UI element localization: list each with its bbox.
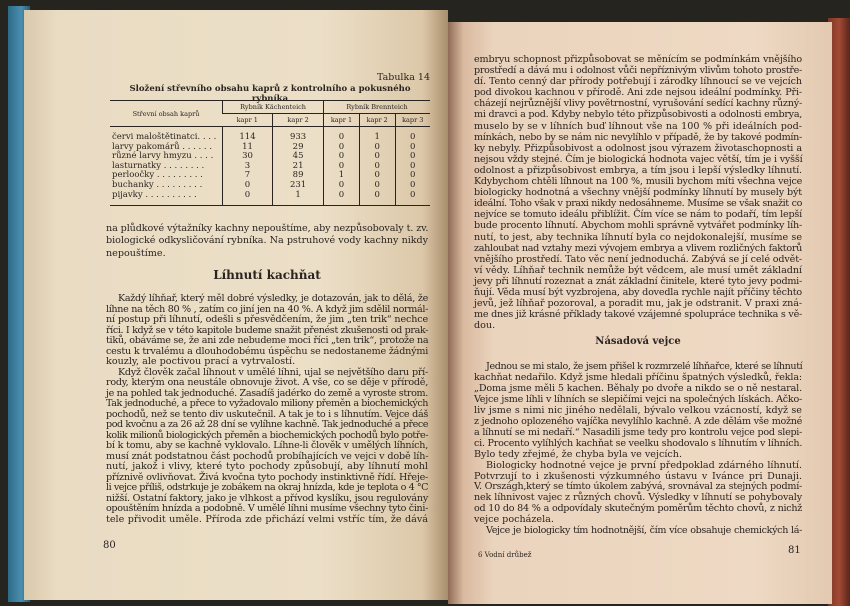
text-line: je na pohled tak jednoduché. Zasadíš jadérko do země a vyroste strom. — [106, 387, 428, 399]
text-line: od 10 do 84 % a odpovídaly skutečným poměrům těchto chovů, z nichž — [474, 503, 802, 515]
group-header: Rybník Brenntеich — [324, 101, 430, 114]
text-line: liv jsme s nimi nic jiného nedělali, bývalo velkou vzácností, když se — [474, 404, 802, 416]
text-line: dou. — [474, 320, 496, 332]
table-number: Tabulka 14 — [376, 72, 430, 83]
text-line: ideální. Toho však v praxi nikdy nedosáhneme. Musíme se však snažit co — [474, 198, 802, 210]
footer-signature: 6 Vodní drůbež — [478, 551, 532, 559]
table-cell: 0 — [395, 191, 430, 206]
text-block-intro — [106, 223, 428, 260]
text-line: tele přivodit uměle. Příroda zde přichází velmi vstříc tím, že dává — [106, 513, 428, 525]
text-line: líhne na těch 80 % , zatím co jiní jen na 40 %. A když jim sdělil normál- — [106, 303, 428, 315]
row-label: červi maloštětinatci. . . . — [112, 132, 217, 142]
table-cell: 0 — [223, 191, 273, 206]
table-cell: 29 — [273, 143, 324, 153]
text-line: musí znát podstatnou část pochodů probíhajících ve vejci v době líh- — [106, 450, 429, 462]
table-cell: 0 — [324, 152, 360, 162]
paragraph — [474, 54, 802, 331]
text-line: říci. I když se v této kapitole budeme snažit přenést zkušenosti od prak- — [106, 324, 428, 336]
table-cell: 0 — [324, 191, 360, 206]
text-line: me dnes již krásné příklady takové vzájemné spolupráce technika s vě- — [474, 309, 802, 321]
text-line: tiků, obáváme se, že ani zde nebudeme moci říci „ten trik“, protože na — [106, 335, 429, 346]
text-line: a líhnutí se mi nedaří.“ Nasadili jsme tedy pro kontrolu vejce pod slepi- — [474, 426, 802, 438]
section-heading: Násadová vejce — [595, 336, 681, 347]
table-cell: 0 — [359, 171, 395, 181]
table-cell: 0 — [395, 162, 430, 172]
table-cell: 0 — [359, 191, 395, 206]
table-cell: 0 — [324, 181, 360, 191]
table-cell: 0 — [395, 181, 430, 191]
table-cell: 0 — [395, 152, 430, 162]
text-line: muselo by se v líhních buď líhnout vše na 100 % při ideálních pod- — [474, 120, 802, 132]
text-line: nutí, to jest, aby technika líhnutí byla co nejdokonalejší, musíme se — [474, 231, 802, 243]
table-cell: 30 — [223, 152, 273, 162]
table-row — [110, 127, 430, 143]
page-number: 80 — [103, 540, 116, 551]
table-cell: 3 — [223, 162, 273, 172]
text-line: nepouštíme. — [106, 247, 166, 259]
row-label: lasturnatky . . . . . . . . — [112, 160, 205, 171]
text-line: kolik milionů biologických přeměn a biochemických pochodů bylo potře- — [106, 429, 428, 441]
column-header: kapr 2 — [273, 114, 324, 127]
table-cell: 933 — [273, 127, 324, 143]
paragraph — [474, 362, 802, 461]
text-line: kachňat nedařilo. Když jsme hledali příčinu špatných výsledků, řekla: — [474, 371, 802, 383]
text-line: rody, kterým ona neustále obnovuje život. A vše, co se děje v přírodě, — [106, 377, 428, 388]
text-block-continued — [474, 54, 802, 331]
text-line: bude procento líhnutí. Abychom mohli správně vytvářet podmínky líh- — [474, 220, 802, 232]
paragraph — [474, 526, 802, 537]
text-line: nutí, jakož i vlivy, které tyto pochody způsobují, aby líhnutí mohl — [106, 461, 428, 472]
table-row — [110, 191, 430, 206]
text-line: bí k tomu, aby se kachně vyklovalo. Líhne-li člověk v umělých líhních, — [106, 440, 428, 451]
paragraph — [106, 223, 428, 260]
table-cell: 0 — [359, 181, 395, 191]
column-header: kapr 1 — [324, 114, 360, 127]
text-line: Kdybychom chtěli líhnout na 100 %, musili bychom míti všechna vejce — [474, 176, 802, 188]
text-line: li vejce příliš, odstrkuje je zobákem na okraj hnízda, kde je teplota o 4 °C — [106, 482, 429, 493]
text-line: embryu schopnost přizpůsobovat se měnícím se podmínkám vnějšího — [474, 54, 802, 65]
text-line: nek líhnivost vajec z různých chovů. Výsledky v líhnutí se pohybovaly — [474, 492, 802, 504]
table-cell: 7 — [223, 171, 273, 181]
table-cell: 114 — [223, 127, 273, 143]
text-line: vnějšího prostředí. Tato věc není jednoduchá. Zabývá se jí celé odvět- — [474, 253, 802, 265]
gut-content-table — [110, 100, 430, 206]
text-line: Když člověk začal líhnout v umělé líhni, ujal se největšího daru pří- — [118, 366, 428, 378]
text-line: biologicky hodnotná a všechny vnější podmínky líhnutí by musely být — [474, 187, 802, 199]
text-line: ci. Procento vylíhlých kachňat se veelku shodovalo s líhnutím v líhních. — [474, 437, 803, 449]
row-label: různé larvy hmyzu . . . . — [112, 151, 214, 162]
page-number: 81 — [788, 545, 801, 556]
text-line: biologické odkysličování rybníka. Na pstruhové vody kachny nikdy — [106, 235, 428, 247]
text-line: cházejí nejrůznější vlivy povětrnostní, vyrušování sedící kachny různý- — [474, 98, 802, 110]
text-line: ní postup při líhnutí, odešli s přesvědčením, že jim „ten trik“ nechce — [106, 314, 428, 325]
text-line: ňují. Věda musí být vyzbrojena, aby dovedla rychle najít příčiny těchto — [474, 286, 802, 298]
column-header: kapr 2 — [359, 114, 395, 127]
text-line: ky nebyly. Přizpůsobivost a odolnost jsou výrazem životaschopnosti a — [474, 142, 802, 154]
text-line: V. Országh,který se tímto úkolem zabývá, srovnával za stejných podmí- — [474, 481, 802, 493]
text-line: Biologicky hodnotné vejce je první předpoklad zdárného líhnutí. — [486, 459, 802, 471]
text-line: mi dravci a pod. Kdyby nebylo této přizpůsobivosti a odolnosti embrya, — [474, 109, 803, 121]
text-line: zahloubat nad vztahy mezi vývojem embrya a vlivem rozličných faktorů — [474, 242, 802, 254]
column-header: kapr 1 — [223, 114, 273, 127]
text-line: dí. Tento cenný dar přírody potřebují i zárodky líhnoucí se ve vejcích — [474, 76, 802, 88]
text-line: odolnost a přizpůsobivost embrya, a tím jsou i lepší výsledky líhnutí. — [474, 164, 802, 176]
table-cell: 0 — [359, 143, 395, 153]
text-block-main — [474, 362, 802, 537]
text-line: z jednoho oplozeného vajíčka nevylíhlo kachně. A zde dělám vše možné — [474, 415, 802, 427]
text-line: mínkách, nebo by se nám nic nevylíhlo v případě, že by takové podmín- — [474, 131, 802, 143]
table-cell: 21 — [273, 162, 324, 172]
table-cell: 89 — [273, 171, 324, 181]
paragraph — [474, 461, 802, 527]
text-line: Vejce je biologicky tím hodnotnější, čím více obsahuje chemických lá- — [486, 525, 802, 537]
text-line: Bylo tedy zřejmé, že chyba byla ve vejcích. — [474, 448, 682, 460]
text-line: „Doma jsme měli 5 kachen. Běhaly po dvoře a nikdo se o ně nestaral. — [474, 382, 802, 394]
row-label: larvy pakomárů . . . . . . — [112, 141, 213, 152]
table-cell: 0 — [324, 162, 360, 172]
text-block-main — [106, 294, 428, 525]
text-line: pod divokou kachnou v přírodě. Ani zde nejsou ideální podmínky. Při- — [474, 87, 802, 99]
table-cell: 1 — [359, 127, 395, 143]
table-cell: 45 — [273, 152, 324, 162]
row-label: buchanky . . . . . . . . . — [112, 179, 203, 190]
text-line: Tak jednoduché, a přece to vyžadovalo miliony přeměn a biochemických — [106, 398, 428, 409]
table-cell: 11 — [223, 143, 273, 153]
text-line: nižší. Ostatní faktory, jako je vlhkost a přívod kyslíku, jsou regulovány — [106, 492, 428, 504]
row-header: Střevní obsah kaprů — [110, 101, 223, 127]
table-cell: 0 — [359, 162, 395, 172]
table-cell: 0 — [223, 181, 273, 191]
text-line: prostředí a dává mu i odolnost vůči nepříznivým vlivům tohoto prostře- — [474, 65, 802, 77]
text-line: kouzly, ale poctivou prací a vytrvalostí. — [106, 356, 296, 367]
table-cell: 0 — [395, 171, 430, 181]
text-line: opouštěním hnízda a podobně. V umělé líhni musíme všechny tyto čini- — [106, 503, 428, 514]
text-line: pochodů, než se tento div uskutečnil. A tak je to i s líhnutím. Vejce dáš — [106, 408, 428, 420]
table-caption: Složení střevního obsahu kaprů z kontrolního a pokusného rybníka — [129, 84, 411, 104]
text-line: příznivě ovlivňovat. Živá kvočna tyto pochody instinktivně řídí. Hřeje- — [106, 471, 428, 483]
text-line: na plůdkové výtažníky kachny nepouštíme, aby nezpůsobovaly t. zv. — [106, 223, 429, 234]
text-line: nejsou vždy stejné. Čím je biologická hodnota vajec větší, tím je i vyšší — [474, 153, 803, 165]
text-line: pod kvočnu a za 26 až 28 dní se vylíhne kachně. Tak jednoduché a přece — [106, 419, 428, 430]
paragraph — [106, 294, 428, 368]
table-cell: 0 — [395, 143, 430, 153]
text-line: nejvíce se tomuto ideálu přiblížit. Čím více se nám to podaří, tím lepší — [474, 209, 802, 221]
row-label: perloočky . . . . . . . . . — [112, 170, 203, 181]
section-heading: Líhnutí kachňat — [213, 268, 321, 282]
table-cell: 0 — [324, 143, 360, 153]
table-cell: 0 — [324, 127, 360, 143]
text-line: Potvrzují to i zkušenosti výzkumného ústavu v Ivánce pri Dunaji. — [474, 470, 802, 482]
row-label: pijavky . . . . . . . . . . — [112, 189, 197, 200]
text-line: Každý líhňař, který měl dobré výsledky, je dotazován, jak to dělá, že — [118, 293, 428, 304]
text-line: jevů, jež líhňař pozoroval, a poradit mu, jak je odstranit. V praxi zná- — [474, 298, 802, 310]
table-cell: 231 — [273, 181, 324, 191]
text-line: cestu k trvalému a dlouhodobému úspěchu se nedostaneme žádnými — [106, 345, 429, 357]
paragraph — [106, 368, 428, 526]
group-header: Rybník Kächentеich — [223, 101, 324, 114]
column-header: kapr 3 — [395, 114, 430, 127]
table-cell: 1 — [324, 171, 360, 181]
text-line: ví vědy. Líhňař technik nemůže být vědcem, ale musí umět základní — [474, 264, 802, 276]
text-line: Vejce jsme líhli v líhních se slepičími vejci na společných lískách. Ačko- — [474, 393, 802, 405]
text-line: vejce pocházela. — [474, 514, 554, 526]
table-cell: 0 — [359, 152, 395, 162]
table-cell: 1 — [273, 191, 324, 206]
text-line: jevy při líhnutí rozeznat a znát základní činitele, které tyto jevy podmi- — [474, 275, 802, 287]
table-cell: 0 — [395, 127, 430, 143]
text-line: Jednou se mi stalo, že jsem přišel k rozmrzelé líhňařce, které se líhnutí — [486, 361, 803, 372]
